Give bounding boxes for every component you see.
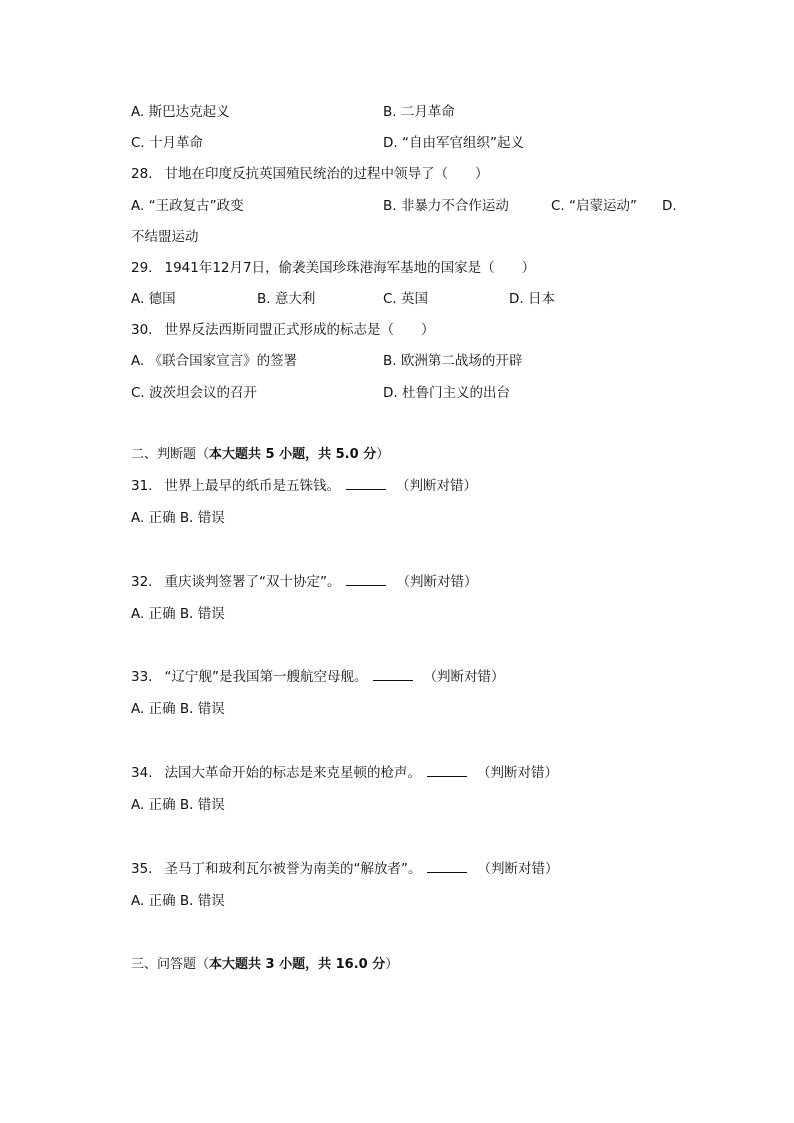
answer-blank[interactable] <box>427 860 467 873</box>
q28-option-d-text: 不结盟运动 <box>131 229 199 245</box>
question-number: 35. <box>131 861 153 877</box>
q30-option-c: C. 波茨坦会议的召开 <box>131 385 258 401</box>
q27-option-d: D. “自由军官组织”起义 <box>383 135 524 151</box>
question-number: 33. <box>131 669 153 685</box>
q32-options: A. 正确 B. 错误 <box>131 606 225 622</box>
question-28 <box>131 164 488 184</box>
section-detail: 本大题共 3 小题，共 16.0 分 <box>209 957 386 972</box>
q30-option-d: D. 杜鲁门主义的出台 <box>383 385 510 401</box>
section-title: 三、问答题（ <box>131 957 210 972</box>
question-tail: （判断对错） <box>423 669 505 685</box>
question-33 <box>131 667 504 687</box>
question-stem: 圣马丁和玻利瓦尔被誉为南美的“解放者”。 <box>164 861 422 877</box>
question-number: 28. <box>131 166 153 182</box>
question-tail: （判断对错） <box>477 861 559 877</box>
q29-option-c: C. 英国 <box>383 291 429 307</box>
question-stem: 1941年12月7日，偷袭美国珍珠港海军基地的国家是（ ） <box>164 260 536 276</box>
answer-blank[interactable] <box>346 477 386 490</box>
question-tail: （判断对错） <box>476 765 558 781</box>
question-number: 31. <box>131 478 153 494</box>
question-tail: （判断对错） <box>396 574 478 590</box>
question-29 <box>131 258 535 278</box>
section-close: ） <box>376 447 390 462</box>
q29-option-a: A. 德国 <box>131 291 176 307</box>
q34-options: A. 正确 B. 错误 <box>131 797 225 813</box>
q29-option-d: D. 日本 <box>509 291 555 307</box>
question-number: 29. <box>131 260 153 276</box>
q31-options: A. 正确 B. 错误 <box>131 510 225 526</box>
q35-options: A. 正确 B. 错误 <box>131 893 225 909</box>
question-stem: “辽宁舰”是我国第一艘航空母舰。 <box>164 669 368 685</box>
answer-blank[interactable] <box>427 764 467 777</box>
question-stem: 法国大革命开始的标志是来克星顿的枪声。 <box>164 765 421 781</box>
q30-option-a: A. 《联合国家宣言》的签署 <box>131 353 298 369</box>
section-close: ） <box>385 957 399 972</box>
q27-option-c: C. 十月革命 <box>131 135 204 151</box>
question-stem: 世界上最早的纸币是五铢钱。 <box>164 478 340 494</box>
q33-options: A. 正确 B. 错误 <box>131 701 225 717</box>
answer-blank[interactable] <box>373 668 413 681</box>
q28-option-c: C. “启蒙运动” <box>551 198 637 214</box>
question-32 <box>131 572 477 592</box>
section-detail: 本大题共 5 小题，共 5.0 分 <box>209 447 377 462</box>
q28-option-a: A. “王政复古”政变 <box>131 198 244 214</box>
question-number: 34. <box>131 765 153 781</box>
q28-option-d-label: D. <box>662 198 677 214</box>
section-title: 二、判断题（ <box>131 447 210 462</box>
q27-option-a: A. 斯巴达克起义 <box>131 104 230 120</box>
question-stem: 甘地在印度反抗英国殖民统治的过程中领导了（ ） <box>164 166 489 182</box>
q30-option-b: B. 欧洲第二战场的开辟 <box>383 353 523 369</box>
question-number: 30. <box>131 322 153 338</box>
question-stem: 世界反法西斯同盟正式形成的标志是（ ） <box>164 322 435 338</box>
question-30 <box>131 320 434 340</box>
q29-option-b: B. 意大利 <box>257 291 316 307</box>
question-31 <box>131 476 477 496</box>
answer-blank[interactable] <box>346 573 386 586</box>
section-2-heading <box>131 445 389 465</box>
question-tail: （判断对错） <box>395 478 477 494</box>
section-3-heading <box>131 955 398 975</box>
question-number: 32. <box>131 574 153 590</box>
question-34 <box>131 763 558 783</box>
question-35 <box>131 859 558 879</box>
q28-option-b: B. 非暴力不合作运动 <box>383 198 509 214</box>
q27-option-b: B. 二月革命 <box>383 104 455 120</box>
question-stem: 重庆谈判签署了“双十协定”。 <box>164 574 341 590</box>
